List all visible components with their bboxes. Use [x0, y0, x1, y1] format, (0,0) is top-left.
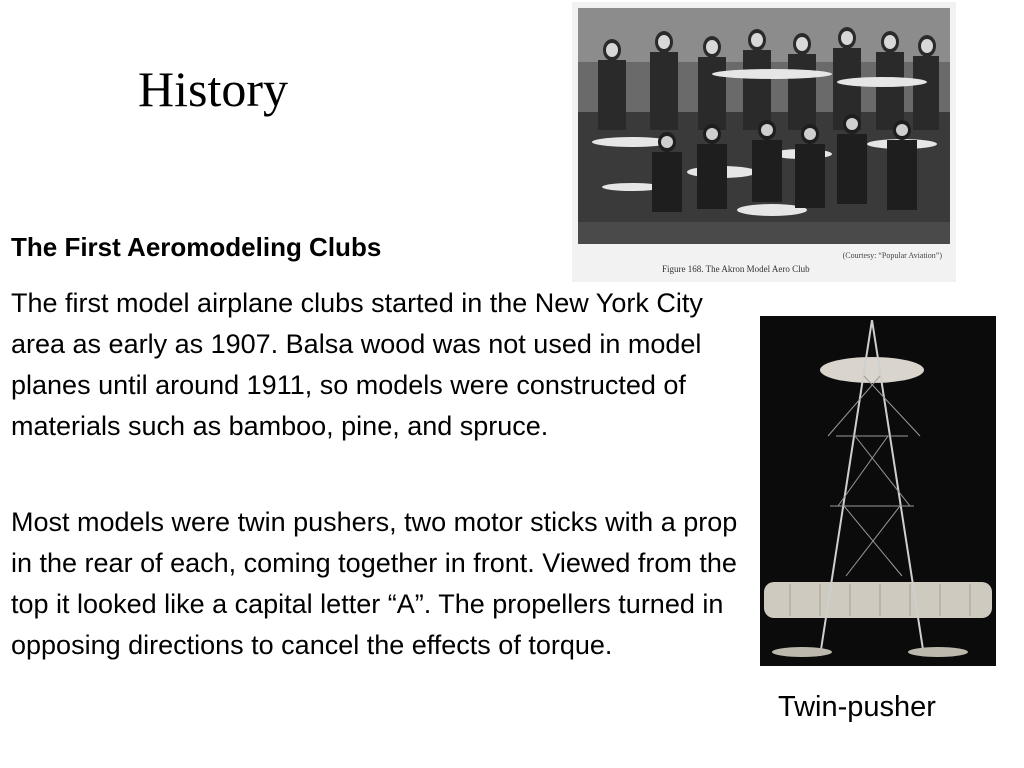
paragraph-history: The first model airplane clubs started in the New York City area as early as 1907. Balsa wood was not used in model planes until around 1911, so models were constructed of materials such as bamboo, pine, and spruce.	[11, 288, 703, 441]
club-photo-courtesy: (Courtesy: “Popular Aviation”)	[842, 251, 942, 260]
club-group-photo	[572, 2, 956, 282]
section-subheading: The First Aeromodeling Clubs	[11, 232, 382, 262]
twin-pusher-photo	[760, 316, 996, 666]
twin-pusher-caption: Twin-pusher	[778, 691, 936, 723]
paragraph-twin-pushers: Most models were twin pushers, two motor sticks with a prop in the rear of each, coming together in front. Viewed from the top it looked like a capital letter “A”. The propellers turned in opposing directions to cancel the effects of torque.	[11, 507, 738, 660]
club-photo-figure-caption: Figure 168. The Akron Model Aero Club	[662, 264, 810, 274]
slide-title: History	[138, 61, 288, 117]
